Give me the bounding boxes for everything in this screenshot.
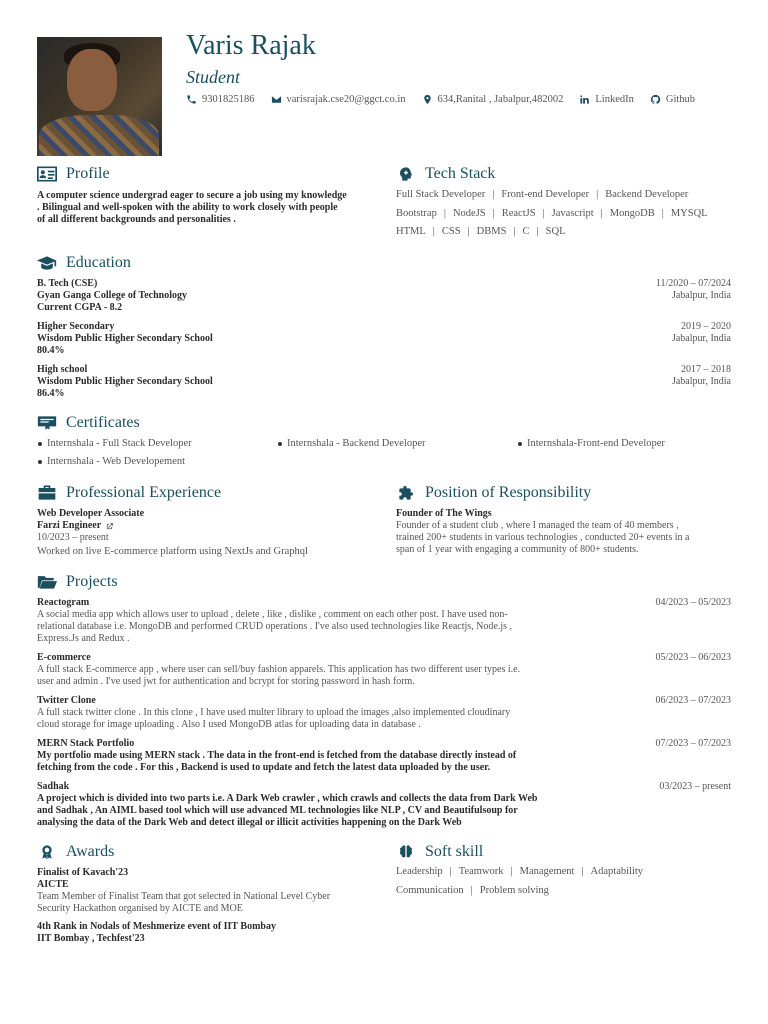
certificate-icon	[37, 415, 57, 431]
list-item: Internshala - Backend Developer	[278, 438, 425, 449]
project-entry: Twitter Clone A full stack twitter clone . In this clone , I have used multer library to upload the images ,also implemented cloudinary cloud storage for image uploading . Also I used MongoDB atlas for uploading data in database . 06/2023 – 07/2023	[37, 695, 731, 730]
list-item: Internshala-Front-end Developer	[518, 438, 665, 449]
soft-skill-row-2: Communication | Problem solving	[396, 884, 549, 896]
tech-row-3: HTML | CSS | DBMS | C | SQL	[396, 226, 566, 237]
id-card-icon	[37, 166, 57, 182]
external-link-icon[interactable]	[105, 522, 114, 531]
briefcase-icon	[37, 485, 57, 501]
tech-row-1: Full Stack Developer | Front-end Developer | Backend Developer	[396, 189, 689, 200]
section-title-tech-stack: Tech Stack	[396, 165, 495, 183]
contact-phone[interactable]	[186, 94, 255, 105]
contact-github[interactable]	[650, 94, 695, 105]
graduation-cap-icon	[37, 255, 57, 271]
soft-skill-row-1: Leadership | Teamwork | Management | Adaptability	[396, 866, 644, 877]
award-entry: 4th Rank in Nodals of Meshmerize event of IIT Bombay IIT Bombay , Techfest'23	[37, 921, 276, 944]
responsibility-entry: Founder of The Wings Founder of a student club , where I managed the team of 40 members , trained 200+ students in various technologies , conducted 20+ events in a span of 1 year with engaging a community of 800+ students.	[396, 508, 690, 555]
mail-icon	[271, 94, 282, 105]
education-entry: High school Wisdom Public Higher Secondary School 86.4% 2017 – 2018 Jabalpur, India	[37, 364, 731, 399]
tech-stack-list	[396, 186, 708, 242]
company-name[interactable]: Farzi Engineer	[37, 520, 102, 531]
contact-linkedin[interactable]	[579, 94, 634, 105]
project-entry: MERN Stack Portfolio My portfolio made using MERN stack . The data in the front-end is fetched from the database directly instead of fetching from the code . For this , Backend is used to update and fetch the latest data uploaded by the user. 07/2023 – 07/2023	[37, 738, 731, 773]
brain-head-icon	[396, 166, 416, 182]
contact-bar	[186, 94, 695, 105]
project-entry: E-commerce A full stack E-commerce app , where user can sell/buy fashion apparels. This application has two different user types i.e. user and admin . I've used jwt for authentication and bcrypt for storing password in hash form. 05/2023 – 06/2023	[37, 652, 731, 687]
section-title-soft-skill: Soft skill	[396, 843, 483, 861]
brain-icon	[396, 844, 416, 860]
email-text: varisrajak.cse20@ggct.co.in	[286, 94, 406, 105]
candidate-name: Varis Rajak	[186, 30, 316, 61]
education-entry: B. Tech (CSE) Gyan Ganga College of Technology Current CGPA - 8.2 11/2020 – 07/2024 Jabalpur, India	[37, 278, 731, 313]
education-entry: Higher Secondary Wisdom Public Higher Secondary School 80.4% 2019 – 2020 Jabalpur, India	[37, 321, 731, 356]
linkedin-link[interactable]: LinkedIn	[595, 94, 634, 105]
section-title-profile: Profile	[37, 165, 110, 183]
phone-text: 9301825186	[202, 94, 255, 105]
profile-photo	[37, 37, 162, 156]
puzzle-icon	[396, 485, 416, 501]
folder-open-icon	[37, 574, 57, 590]
project-entry: Sadhak A project which is divided into two parts i.e. A Dark Web crawler , which crawls and collects the data from Dark Web and Sadhak , An AIML based tool which will use advanced ML technologies like NLP , CV and Beautifulsoup for analysing the data of the Dark Web and detect illegal or illicit activities happening on the Dark Web 03/2023 – present	[37, 781, 731, 828]
section-title-awards: Awards	[37, 843, 114, 861]
soft-skill-list	[396, 863, 643, 900]
award-medal-icon	[37, 844, 57, 860]
project-entry: Reactogram A social media app which allows user to upload , delete , like , dislike , comment on each other post. I have used non- relational database i.e. MongoDB and performed CRUD operations . I've also used technologies like Reactjs, Node.js , Express.Js and Redux . 04/2023 – 05/2023	[37, 597, 731, 644]
list-item: Internshala - Web Developement	[38, 456, 185, 467]
experience-entry: Web Developer Associate Farzi Engineer 10/2023 – present Worked on live E-commerce platform using NextJs and Graphql	[37, 508, 308, 557]
github-link[interactable]: Github	[665, 94, 696, 105]
github-icon	[650, 94, 661, 105]
location-icon	[422, 94, 433, 105]
section-title-responsibility: Position of Responsibility	[396, 484, 591, 502]
candidate-role: Student	[186, 67, 240, 87]
section-title-experience: Professional Experience	[37, 484, 221, 502]
location-text: 634,Ranital , Jabalpur,482002	[437, 94, 564, 105]
section-title-certificates: Certificates	[37, 414, 140, 432]
contact-email[interactable]	[271, 94, 406, 105]
list-item: Internshala - Full Stack Developer	[38, 438, 192, 449]
linkedin-icon	[579, 94, 590, 105]
profile-summary: A computer science undergrad eager to secure a job using my knowledge . Bilingual and well-spoken with the ability to work closely with people of all different backgrounds and personalities .	[37, 190, 347, 225]
award-entry: Finalist of Kavach'23 AICTE Team Member of Finalist Team that got selected in National Level Cyber Security Hackathon organised by AICTE and MOE	[37, 867, 331, 914]
phone-icon	[186, 94, 197, 105]
section-title-education: Education	[37, 254, 131, 272]
section-title-projects: Projects	[37, 573, 118, 591]
tech-row-2: Bootstrap | NodeJS | ReactJS | Javascript | MongoDB | MYSQL	[396, 207, 708, 219]
contact-location	[422, 94, 564, 105]
